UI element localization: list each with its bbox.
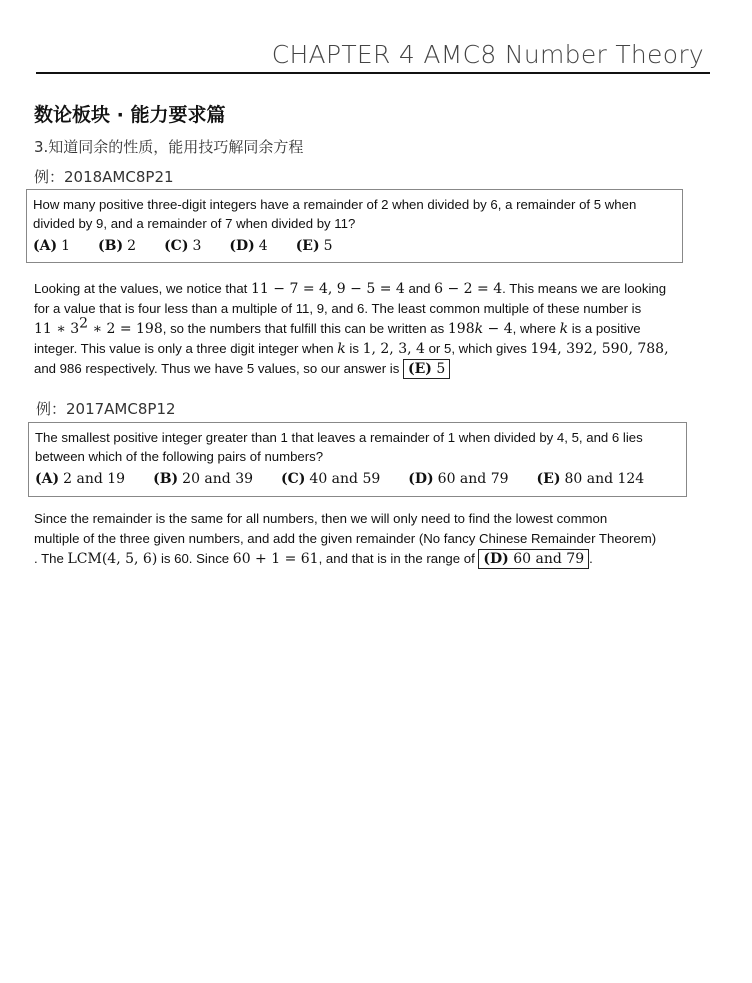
example-1-problem-box [26, 189, 683, 263]
example-1-solution [34, 279, 684, 379]
example-1-label: 例：2018AMC8P21 [34, 168, 174, 186]
choice-e: (E) 80 and 124 [536, 471, 645, 487]
solution-line: and 986 respectively. Thus we have 5 values, so our answer is (E) 5 [34, 359, 684, 379]
example-2-problem-box [28, 422, 687, 497]
choice-a: (A) 1 [33, 238, 71, 254]
problem-line: How many positive three-digit integers have a remainder of 2 when divided by 6, a remainder of 5 when [33, 197, 637, 212]
solution-line: Since the remainder is the same for all numbers, then we will only need to find the lowest common [34, 511, 608, 526]
choice-b: (B) 20 and 39 [153, 471, 254, 487]
header-divider [36, 72, 710, 74]
chapter-title: CHAPTER 4 AMC8 Number Theory [271, 40, 704, 69]
choice-a: (A) 2 and 19 [35, 471, 126, 487]
section-title: 数论板块 · 能力要求篇 [34, 104, 226, 126]
problem-line: between which of the following pairs of numbers? [35, 449, 324, 464]
section-subtitle: 3.知道同余的性质，能用技巧解同余方程 [34, 138, 304, 156]
solution-line: integer. This value is only a three digit integer when k is 1, 2, 3, 4 or 5, which gives 194, 392, 590, 788, [34, 341, 669, 357]
example-1-choices [33, 238, 676, 254]
solution-line: . The LCM(4, 5, 6) is 60. Since 60 + 1 = 61, and that is in the range of (D) 60 and 79 . [34, 551, 593, 567]
solution-line: 11 ∗ $3^2$ ∗ 2 = 198, so the numbers that fulfill this can be written as 198k − 4, where k is a positive [34, 315, 641, 337]
answer-box: (D) 60 and 79 [478, 549, 589, 569]
example-2-choices [35, 471, 680, 487]
choice-c: (C) 3 [164, 238, 202, 254]
problem-line: The smallest positive integer greater than 1 that leaves a remainder of 1 when divided by 4, 5, and 6 lies [35, 430, 643, 445]
example-2-label: 例：2017AMC8P12 [36, 400, 176, 418]
example-2-problem-text [35, 428, 680, 466]
answer-box: (E) 5 [403, 359, 450, 379]
problem-line: divided by 9, and a remainder of 7 when divided by 11? [33, 216, 356, 231]
choice-e: (E) 5 [295, 238, 333, 254]
choice-b: (B) 2 [98, 238, 137, 254]
choice-c: (C) 40 and 59 [281, 471, 381, 487]
choice-d: (D) 4 [229, 238, 268, 254]
solution-line: multiple of the three given numbers, and add the given remainder (No fancy Chinese Remainder Theorem) [34, 531, 657, 546]
solution-line: for a value that is four less than a multiple of 11, 9, and 6. The least common multiple of these number is [34, 301, 642, 316]
choice-d: (D) 60 and 79 [408, 471, 509, 487]
solution-line: Looking at the values, we notice that 11 − 7 = 4, 9 − 5 = 4 and 6 − 2 = 4. This means we are looking [34, 281, 667, 297]
example-1-problem-text [33, 195, 676, 233]
example-2-solution [34, 509, 684, 569]
